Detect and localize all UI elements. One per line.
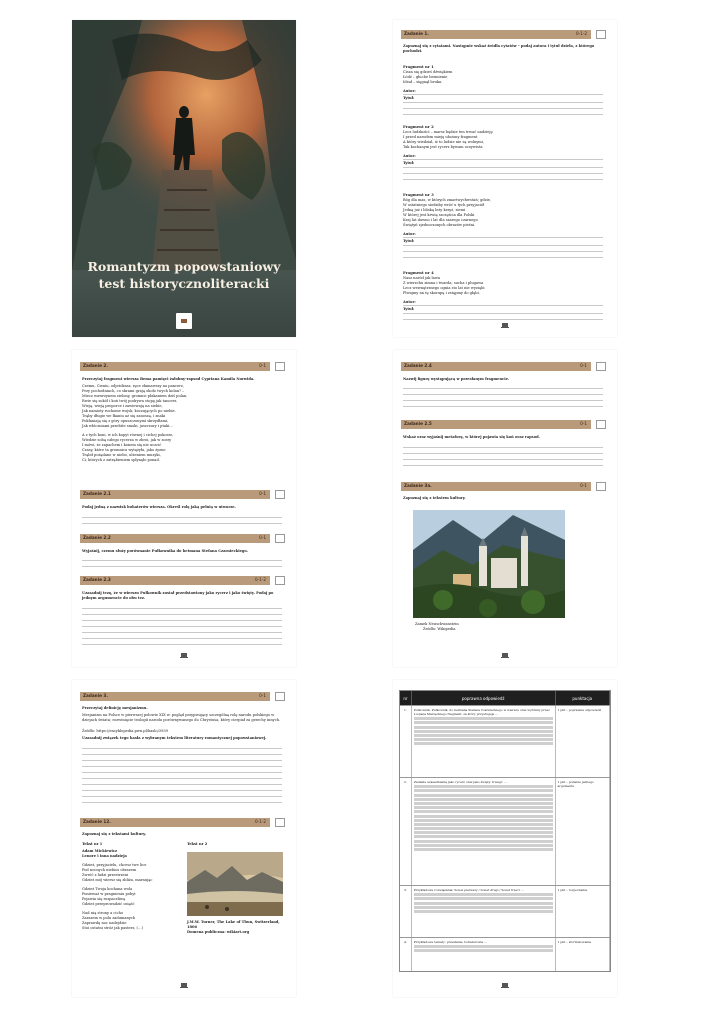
answer-line[interactable] [82, 517, 282, 518]
autor-label: Autor: [403, 154, 416, 158]
answer-line[interactable] [403, 179, 603, 180]
tekst2-caption-line: J.M.W. Turner, The Lake of Thun, Switzerland, [187, 920, 280, 924]
poem-line: Wieją, wieją proporce i zawiewają na siebie, [82, 404, 163, 408]
image-caption-line1: Zamek Neuschwanstein [415, 622, 459, 626]
tekst1-line: Gdzież, przyjacielu, chcesz twe lice [82, 863, 147, 867]
task-instruction: Uzasadnij tezę, że w wierszu Pułkownik został przedstawiony jako rycerz i jako święty. Podaj po jednym argumencie do obu tez. [82, 591, 274, 600]
fragment-line: Łódź – głuche brzmienie [403, 75, 448, 79]
task-instruction: Przeczytaj definicję mesjanizmu. [82, 706, 148, 710]
task-label: Zadanie 2.3 [83, 577, 111, 582]
footer-logo-icon [501, 653, 509, 659]
answer-line[interactable] [403, 173, 603, 174]
answer-line[interactable] [82, 802, 282, 803]
answer-line[interactable] [403, 245, 603, 246]
definition-source: Źródło: https://encyklopedia.pwn.pl/haslo/3939 [82, 729, 168, 733]
poem-line: Trąby długie we łkaniu aż się zanoszą, i znaki [82, 414, 166, 418]
answer-line[interactable] [403, 459, 603, 460]
tekst1-line: Stoi ostatni stróż jak pasterz, (…) [82, 926, 143, 930]
autor-label: Autor: [403, 300, 416, 304]
header-points: punktacja [556, 691, 610, 705]
answer-line[interactable] [82, 790, 282, 791]
page-task-3 [72, 680, 296, 997]
poem-line: Jak namioty ruchome wojsk, koczujących po niebie. [82, 409, 176, 413]
answer-line[interactable] [403, 388, 603, 389]
task-points: 0-1 [259, 693, 266, 698]
tekst1-line: Nad nią strony a cicho [82, 911, 124, 915]
tytul-label: Tytuł: [403, 161, 415, 165]
answer-line[interactable] [82, 638, 282, 639]
row-points: 1 pkt – poprawna odpowiedź [556, 706, 611, 777]
task-label: Zadanie 2.2 [83, 535, 111, 540]
row-nr: 3. [400, 886, 412, 937]
fragment-label: Fragment nr 1 [403, 64, 434, 69]
poem-line: Przy pochodniach, co skrami grają około twych kolan? – [82, 389, 184, 393]
task-instruction: Nazwij figurę występującą w przesłanym fragmencie. [403, 377, 510, 381]
task-header-bar [401, 420, 591, 429]
poem-line: Ci, których z zatrąbieniem spłynęło ponad. [82, 458, 160, 462]
poem-line: Pokłaniają się z góry opuszczonymi skrzydłami, [82, 419, 169, 423]
score-box[interactable] [275, 534, 285, 543]
answer-line[interactable] [82, 523, 282, 524]
answer-line[interactable] [82, 784, 282, 785]
task-instruction: Wskaż oraz wyjaśnij metaforę, w której pojawia się koń oraz rapsod. [403, 435, 540, 439]
footer-logo-icon [501, 323, 509, 329]
answer-line[interactable] [403, 394, 603, 395]
score-box[interactable] [275, 576, 285, 585]
answer-line[interactable] [403, 167, 603, 168]
poem-line: I mówi, że zapachem i konem się nie uczcić [82, 443, 162, 447]
answer-line[interactable] [403, 108, 603, 109]
header-answer: poprawna odpowiedź [412, 691, 556, 705]
fragment-label: Fragment nr 4 [403, 270, 434, 275]
publisher-logo-icon [176, 313, 192, 329]
fragment-line: A który wiedział, iż to ludzie nie są wolnymi, [403, 140, 485, 144]
page-task-1 [393, 20, 617, 337]
score-box[interactable] [596, 420, 606, 429]
tekst2-label: Tekst nr 2 [187, 842, 208, 846]
fragment-label: Fragment nr 2 [403, 124, 434, 129]
answer-line[interactable] [403, 251, 603, 252]
task-header-bar [401, 30, 591, 39]
footer-logo-icon [501, 983, 509, 989]
row-answer [412, 778, 556, 885]
fragment-line: Cisza się gdzieś dźwiękiem [403, 70, 453, 74]
task-header-bar [80, 818, 270, 827]
page-answer-key [393, 680, 617, 997]
task-header-bar [401, 362, 591, 371]
fragment-line: I przed narodem mieję ułożony fragment [403, 135, 478, 139]
answer-key-table [399, 690, 611, 972]
task-header-bar [80, 576, 270, 585]
row-nr: 2. [400, 778, 412, 885]
poem-line: Wiedzie sobą całego rycerza w zbroi, jak w zorzy [82, 438, 172, 442]
row-answer-text: Przykładowe rozwiązania: Sonet pierwszy / Sonet drugi / Sonet trzeci … [413, 888, 524, 892]
score-box[interactable] [275, 362, 285, 371]
score-box[interactable] [275, 818, 285, 827]
fragment-line: Tak kochanym jest rycerz bywam oczywista [403, 145, 483, 149]
answer-line[interactable] [82, 772, 282, 773]
tekst1-label: Tekst nr 1 [82, 842, 103, 846]
task-points: 0-1 [259, 363, 266, 368]
task-points: 0-1 [580, 363, 587, 368]
score-box[interactable] [596, 362, 606, 371]
fragment-label: Fragment nr 3 [403, 192, 434, 197]
task-label: Zadanie 2.1 [83, 491, 111, 496]
answer-line[interactable] [82, 754, 282, 755]
task-question: Uzasadnij związek tego hasła z wybranym tekstem literatury romantycznej popowstaniowej. [82, 736, 267, 740]
header-nr: nr [400, 691, 412, 705]
table-row [400, 705, 610, 777]
answer-line[interactable] [403, 257, 603, 258]
tekst2-caption-line: 1806 [187, 925, 198, 929]
tytul-label: Tytuł: [403, 239, 415, 243]
row-answer [412, 706, 556, 777]
answer-line[interactable] [82, 778, 282, 779]
fragment-line: Kraj lat dawno i lat dla szarego czarnego [403, 218, 478, 222]
tekst2-caption-line: Domena publiczna: wikiart.org [187, 930, 250, 934]
task-label: Zadanie 12. [83, 819, 111, 824]
cover-title-line1: Romantyzm popowstaniowy [87, 259, 281, 274]
answer-line[interactable] [82, 644, 282, 645]
task-label: Zadanie 1. [404, 31, 429, 36]
poem-line: Trąbił pożądane w niebo, ulżeniem muzyki, [82, 453, 161, 457]
fragment-line: Jedną już i bliską leży krzyż, ziemi [403, 208, 466, 212]
cover-title-line2: test historycznoliteracki [98, 276, 270, 291]
task-points: 0-1 [580, 421, 587, 426]
tekst1-line: Pod nocnych niebios obrazem [82, 868, 137, 872]
answer-line[interactable] [82, 626, 282, 627]
tekst1-author: Adam Mickiewicz [82, 849, 118, 853]
task-label: Zadanie 3. [83, 693, 108, 698]
castle-photo [413, 510, 565, 618]
answer-line[interactable] [82, 566, 282, 567]
answer-line[interactable] [82, 620, 282, 621]
fragment-line: W ostatniego siedziby wróć u tych przyjaciół [403, 203, 485, 207]
task-instruction: Zapoznaj się z cytatami. Następnie wskaż źródła cytatów – podaj autora i tytuł dzieła, z którego pochodzi. [403, 44, 595, 53]
tekst1-title: Lenore i inna nadzieja [82, 854, 127, 858]
poem-line: Miecz wawrzynem zielony, gromnic płakaniem dziś polan, [82, 394, 188, 398]
task-instruction: Zapoznaj się z tekstem kultury. [403, 496, 466, 500]
answer-line[interactable] [403, 465, 603, 466]
answer-line[interactable] [403, 447, 603, 448]
answer-line[interactable] [403, 453, 603, 454]
poem-line: Czasy, które ta gromnica wytężyła, jako żyzne [82, 448, 166, 452]
answer-line[interactable] [403, 159, 603, 160]
task-points: 0-1 [259, 535, 266, 540]
cover-illustration [72, 20, 296, 270]
score-box[interactable] [275, 490, 285, 499]
row-nr: 4. [400, 938, 412, 971]
answer-line[interactable] [82, 632, 282, 633]
answer-line[interactable] [403, 319, 603, 320]
table-row [400, 937, 610, 971]
task-label: Zadanie 2.5 [404, 421, 432, 426]
score-box[interactable] [596, 482, 606, 491]
answer-line[interactable] [403, 406, 603, 407]
definition-text: Mesjanizm na Polsce w pierwszej połowie XIX w. pogląd przypisujący szczególną rolę narodu polskiego w dziejach świata; rozwinięcie teologii narodu porównywanego do Chrystusa, który cierpiał za grzechy innych. [82, 713, 281, 722]
answer-line[interactable] [403, 94, 603, 95]
task-instruction: Przeczytaj fragment wiersza Bema pamięci żałobny-rapsod Cypriana Kamila Norwida. [82, 377, 255, 381]
cover-page [72, 20, 296, 337]
answer-line[interactable] [403, 400, 603, 401]
answer-line[interactable] [82, 760, 282, 761]
tytul-label: Tytuł: [403, 307, 415, 311]
footer-logo-icon [180, 983, 188, 989]
tekst1-line: Zaprawdę noc nadejdzie [82, 921, 127, 925]
fragment-line: Z wierzchu zimna i twarda, sucha i plugawa [403, 281, 484, 285]
tekst1-line: Zwróć z ludzi przestrzeni [82, 873, 129, 877]
row-points: 1 pkt – sformułowanie [556, 938, 611, 971]
fragment-line: Plwajmy na tę skorupę i zstąpmy do głębi. [403, 291, 480, 295]
answer-line[interactable] [403, 313, 603, 314]
cover-title [72, 258, 296, 292]
fragment-line: W której jest krwią szczęścia dla Polski [403, 213, 475, 217]
task-instruction: Zapoznaj się z tekstami kultury. [82, 832, 147, 836]
answer-line[interactable] [403, 114, 603, 115]
autor-label: Autor: [403, 232, 416, 236]
tekst1-line: Zarazem w polu zadumanych [82, 916, 136, 920]
tekst1-line: Gdzież przeprowadzić osiąść [82, 902, 135, 906]
score-box[interactable] [275, 692, 285, 701]
answer-line[interactable] [82, 608, 282, 609]
table-header [400, 691, 610, 705]
task-header-bar [80, 362, 270, 371]
fragment-line: Świątyń zjednoczonych obrazów pieśni. [403, 223, 476, 227]
task-header-bar [80, 534, 270, 543]
answer-line[interactable] [82, 796, 282, 797]
task-points: 0-1 [259, 491, 266, 496]
autor-label: Autor: [403, 89, 416, 93]
tekst1-line: Gdzież mój wiersz się zbliża, marnując [82, 878, 153, 882]
table-row [400, 885, 610, 937]
task-points: 0-1-2 [254, 819, 266, 824]
task-points: 0-1-2 [575, 31, 587, 36]
row-answer-text: Przykładowe tematy: przesłanie, bohaterowie … [413, 940, 488, 944]
answer-line[interactable] [82, 766, 282, 767]
page-task-2-cont [393, 350, 617, 667]
fragment-line: Lecz ludzkości – marsz będzie ten trwać nadzieję [403, 130, 493, 134]
task-header-bar [80, 490, 270, 499]
fragment-line: Ideał – sięgnął bruku. [403, 80, 443, 84]
table-row [400, 777, 610, 885]
row-answer [412, 938, 556, 971]
answer-line[interactable] [403, 305, 603, 306]
row-points: 1 pkt – rozpoznanie [556, 886, 611, 937]
row-answer [412, 886, 556, 937]
task-points: 0-1 [580, 483, 587, 488]
turner-painting [187, 852, 283, 916]
poem-line: A z tych koni, w ich kopyt równej i cichej pokorze, [82, 433, 174, 437]
row-answer-text: Zadanie uzasadnienia jako rycerz oraz jako święty. Uwagi: … [413, 780, 507, 784]
image-caption-line2: Źródło: Wikipedia [423, 627, 456, 631]
answer-line[interactable] [82, 748, 282, 749]
row-nr: 1. [400, 706, 412, 777]
task-label: Zadanie 3a. [404, 483, 432, 488]
answer-line[interactable] [82, 614, 282, 615]
tekst1-line: Gdzież Twoja kochana wola [82, 887, 133, 891]
poem-line: Rwie się sokół i koń twój podrywa stopę jak tancerz. [82, 399, 178, 403]
answer-line[interactable] [403, 237, 603, 238]
fragment-line: Lecz wewnętrznego ognia sto lat nie wyziębi [403, 286, 485, 290]
answer-line[interactable] [403, 102, 603, 103]
task-instruction: Podaj jedną z nazwisk bohaterów wiersza. Określ rolę jaką pełnią w utworze. [82, 505, 236, 509]
poem-line: Jak włóczniami przebite smoki, jaszczury i ptaki… [82, 424, 173, 428]
answer-line[interactable] [82, 560, 282, 561]
score-box[interactable] [596, 30, 606, 39]
task-label: Zadanie 2.4 [404, 363, 432, 368]
page-task-2 [72, 350, 296, 667]
tytul-label: Tytuł: [403, 96, 415, 100]
tekst1-line: Pojawia się rozpaczliwą [82, 897, 126, 901]
row-answer-text: Pułkownik, Pułkownik, do hetmana Stefana Czarnieckiego w wierszu oraz wybrany przez Lucjana Marzęckiego fragment, za który przysługuje … [413, 708, 550, 716]
task-label: Zadanie 2. [83, 363, 108, 368]
fragment-line: Bóg dla mas, w których zmartwychwstań; gdzie, [403, 198, 492, 202]
task-instruction: Wyjaśnij, czemu służy porównanie Pułkownika do hetmana Stefana Czarnieckiego. [82, 549, 249, 553]
task-points: 0-1-2 [254, 577, 266, 582]
fragment-line: Nasz naród jak lawa [403, 276, 441, 280]
row-points: 1 pkt – podanie jednego argumentu [556, 778, 611, 885]
task-header-bar [401, 482, 591, 491]
footer-logo-icon [180, 653, 188, 659]
task-header-bar [80, 692, 270, 701]
poem-line: Czemu, Cieniu, odjeżdżasz, ręce złamawszy na pancerz, [82, 384, 184, 388]
tekst1-line: Ponieważ w pragnieniu pobyt [82, 892, 136, 896]
